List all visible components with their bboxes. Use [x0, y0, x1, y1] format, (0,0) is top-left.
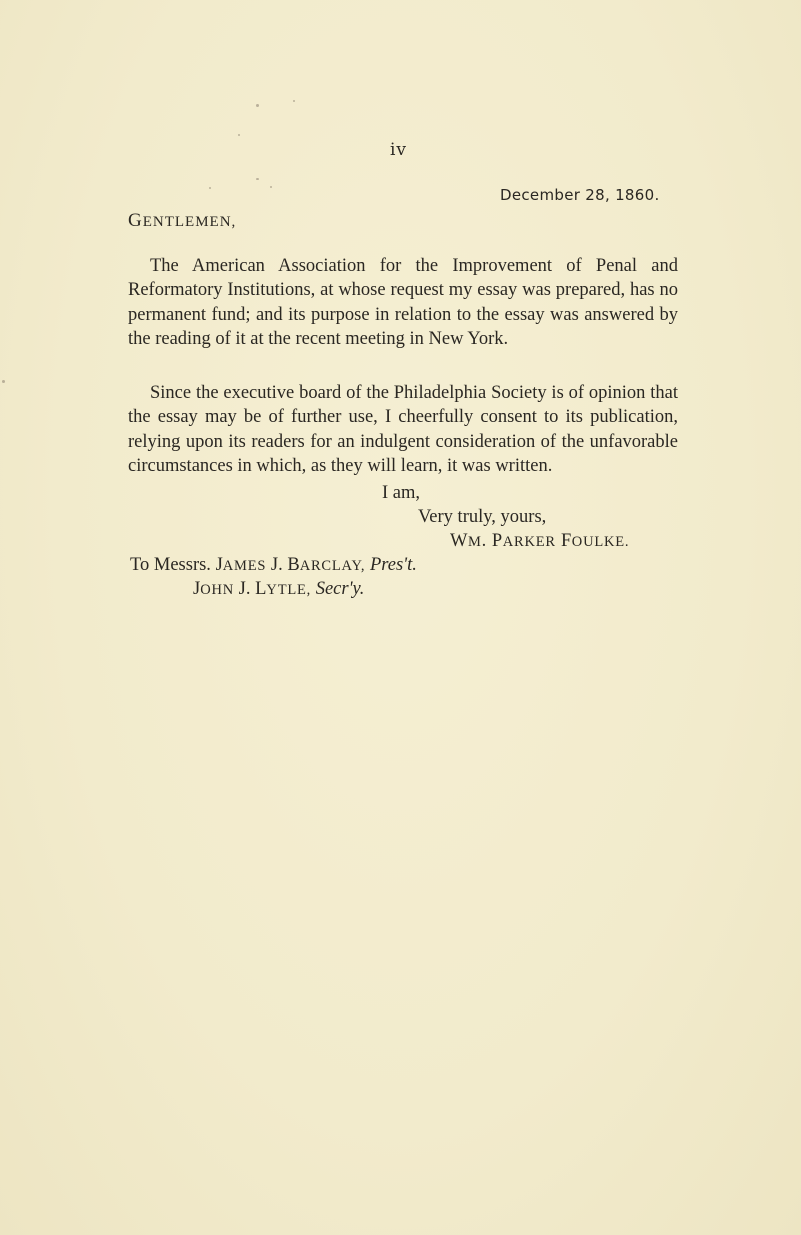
- signature-oulke: OULKE.: [571, 534, 630, 550]
- salutation: [128, 210, 236, 232]
- addressee-1-initial: J: [215, 555, 223, 575]
- signature: WM. PARKER FOULKE.: [450, 531, 630, 551]
- paper-speck: [270, 186, 272, 188]
- signature-initial-p: P: [491, 531, 503, 551]
- paper-speck: [256, 104, 259, 107]
- letter-paragraph-1: The American Association for the Improvement of Penal and Reformatory Institutions, at whose request my essay was prepared, has no permanent fund; and its purpose in relation to the essay was answered by the reading of it at the recent meeting in New York.: [128, 255, 678, 349]
- salutation-rest: ENTLEMEN,: [142, 214, 237, 230]
- paper-speck: [293, 100, 295, 102]
- addressee-prefix: To Messrs.: [130, 555, 211, 575]
- paper-speck: [2, 380, 5, 383]
- addressee-2-last-name: YTLE,: [266, 582, 312, 598]
- letter-date: December 28, 1860.: [500, 186, 660, 204]
- salutation-initial: G: [128, 210, 143, 231]
- addressee-2-title: Secr'y.: [315, 579, 365, 599]
- addressee-president: [130, 555, 417, 576]
- addressee-2-middle: J.: [238, 579, 251, 599]
- page-number: iv: [390, 140, 408, 160]
- addressee-1-middle: J.: [270, 555, 283, 575]
- addressee-1-last-name: ARCLAY,: [299, 558, 366, 574]
- addressee-secretary: [193, 579, 364, 600]
- signature-m: M: [467, 534, 482, 550]
- paper-speck: [256, 178, 259, 180]
- signature-arker: ARKER: [502, 534, 556, 550]
- signature-initial-f: F: [561, 531, 572, 551]
- addressee-1-first-name: AMES: [222, 558, 267, 574]
- addressee-2-initial: J: [193, 579, 201, 599]
- addressee-2-first-name: OHN: [200, 582, 235, 598]
- paper-speck: [238, 134, 240, 136]
- signature-initial-w: W: [450, 531, 468, 551]
- letter-paragraph-2: Since the executive board of the Philadelphia Society is of opinion that the essay may be of further use, I cheerfully consent to its publication, relying upon its readers for an indulgent consideration of the unfavorable circumstances in which, as they will learn, it was written.: [128, 382, 678, 476]
- addressee-1-title: Pres't.: [369, 555, 417, 575]
- addressee-2-last-initial: L: [255, 579, 267, 599]
- paper-speck: [209, 187, 211, 189]
- addressee-1-last-initial: B: [287, 555, 300, 575]
- closing-i-am: I am,: [382, 483, 421, 503]
- closing-very-truly: Very truly, yours,: [418, 507, 547, 527]
